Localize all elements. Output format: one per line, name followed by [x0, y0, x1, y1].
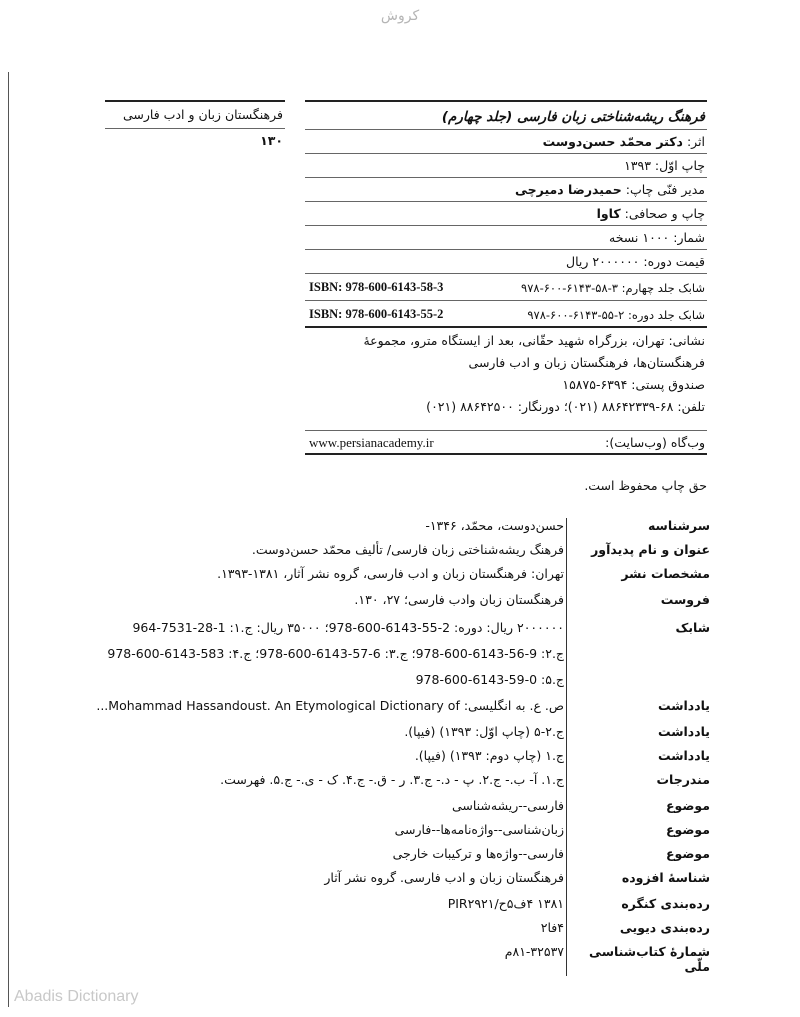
catalog-value: ج.۱. آ- ب.- ج.۲. پ - د.- ج.۳. ر - ق.- ج.۴. ک - ی.- ج.۵. فهرست. [220, 772, 564, 787]
catalog-label: شناسهٔ افزوده [621, 870, 710, 885]
catalog-label: عنوان و نام پدیدآور [591, 542, 710, 557]
catalog-label: یادداشت [657, 698, 710, 713]
catalog-label: مشخصات نشر [621, 566, 710, 581]
catalog-row [100, 772, 710, 796]
catalog-label: رده‌بندی کنگره [621, 896, 710, 911]
cataloguing-table [96, 516, 710, 976]
catalog-value: ۱۳۸۱ ۴ف۵ح/PIR۲۹۲۱ [447, 896, 564, 911]
tech-manager-label: مدیر فنّی چاپ: [625, 182, 705, 197]
catalog-row [100, 592, 710, 616]
catalog-value: حسن‌دوست، محمّد، ۱۳۴۶- [425, 518, 564, 533]
catalog-label: مندرجات [656, 772, 710, 787]
catalog-row [100, 646, 710, 670]
catalog-value: ج.۱ (چاپ دوم: ۱۳۹۳) (فیپا). [414, 748, 564, 763]
author-label: اثر: [686, 134, 705, 149]
isbn-set-fa: شابک جلد دوره: ۲-۵۵-۶۱۴۳-۶۰۰-۹۷۸ [527, 308, 705, 322]
catalog-value: ۸۱-۳۲۵۳۷م [504, 944, 564, 959]
series-number: ۱۳۰ [260, 133, 283, 148]
catalog-value: فرهنگ ریشه‌شناختی زبان فارسی/ تألیف محمّد حسن‌دوست. [251, 542, 564, 557]
catalog-row [100, 542, 710, 566]
watermark-bottom: Abadis Dictionary [14, 988, 139, 1005]
catalog-row [100, 672, 710, 696]
catalog-row [100, 870, 710, 894]
website-url: www.persianacademy.ir [309, 435, 434, 450]
catalog-label: سرشناسه [647, 518, 710, 533]
catalog-label: موضوع [665, 798, 710, 813]
catalog-label: رده‌بندی دیویی [619, 920, 710, 935]
edition-row [305, 154, 707, 178]
edition-label: چاپ اوّل: [654, 158, 705, 173]
catalog-row [100, 896, 710, 920]
catalog-row [100, 846, 710, 870]
catalog-value: ۴فا۲ [540, 920, 564, 935]
author-row [305, 130, 707, 154]
catalog-value: فارسی--واژه‌ها و ترکیبات خارجی [392, 846, 564, 861]
catalog-row [100, 566, 710, 590]
catalog-row [100, 798, 710, 822]
catalog-value: ۲۰۰۰۰۰۰ ریال: دوره: 2-55-6143-600-978؛ ۳۵۰۰۰ ریال: ج.۱: 1-28-7531-964 [132, 620, 564, 635]
tech-manager-name: حمیدرضا دمیرچی [515, 182, 622, 197]
catalog-value: فرهنگستان زبان وادب فارسی؛ ۲۷، ۱۳۰. [354, 592, 564, 607]
copies-label: شمار: [673, 230, 705, 245]
series-box [105, 100, 285, 153]
address-label: نشانی: [668, 333, 705, 348]
catalog-label: یادداشت [657, 748, 710, 763]
catalog-row [100, 620, 710, 644]
page-edge-line [8, 72, 9, 1007]
watermark-top: کروش [380, 8, 420, 24]
pobox: صندوق پستی: ۶۳۹۴-۱۵۸۷۵ [562, 377, 705, 392]
isbn-volume4-row [305, 274, 707, 301]
author-name: دکتر محمّد حسن‌دوست [542, 134, 683, 149]
copyright-notice: حق چاپ محفوظ است. [584, 478, 707, 493]
website-row [305, 431, 707, 455]
catalog-row [100, 944, 710, 974]
printer-name: کاوا [596, 206, 621, 221]
catalog-label: شمارهٔ کتاب‌شناسی ملّی [589, 944, 710, 974]
catalog-label: موضوع [665, 846, 710, 861]
catalog-row [96, 698, 710, 722]
catalog-value: فرهنگستان زبان و ادب فارسی. گروه نشر آثار [324, 870, 564, 885]
printer-label: چاپ و صحافی: [624, 206, 705, 221]
catalog-label: فروست [660, 592, 710, 607]
series-name: فرهنگستان زبان و ادب فارسی [105, 100, 285, 129]
isbn-set-en: ISBN: 978-600-6143-55-2 [309, 307, 444, 321]
catalog-value: زبان‌شناسی--واژه‌نامه‌ها--فارسی [394, 822, 564, 837]
address-block [305, 328, 707, 431]
catalog-label: شابک [675, 620, 710, 635]
printer-row [305, 202, 707, 226]
catalog-row [100, 920, 710, 944]
catalog-value: تهران: فرهنگستان زبان و ادب فارسی، گروه نشر آثار، ۱۳۸۱-۱۳۹۳. [217, 566, 564, 581]
phone-fax: تلفن: ۶۸-۸۸۶۴۲۳۳۹ (۰۲۱)؛ دورنگار: ۸۸۶۴۲۵۰۰ (۰۲۱) [426, 399, 705, 414]
catalog-row [100, 724, 710, 748]
catalog-row [100, 822, 710, 846]
catalog-row [100, 748, 710, 772]
tech-manager-row [305, 178, 707, 202]
price-label: قیمت دوره: [643, 254, 705, 269]
isbn-set-row [305, 301, 707, 328]
address-text [307, 330, 705, 374]
website-label: وب‌گاه (وب‌سایت): [605, 435, 705, 450]
catalog-label: یادداشت [657, 724, 710, 739]
price-value: ۲۰۰۰۰۰۰ ریال [566, 254, 640, 269]
catalog-value: ج.۵: 0-59-6143-600-978 [415, 672, 564, 687]
edition-year: ۱۳۹۳ [624, 158, 651, 173]
catalog-value: ج.۲-۵ (چاپ اوّل: ۱۳۹۳) (فیپا). [404, 724, 564, 739]
copies-row [305, 226, 707, 250]
book-title-row [305, 100, 707, 130]
isbn-volume4-en: ISBN: 978-600-6143-58-3 [309, 280, 444, 294]
catalog-value: فارسی--ریشه‌شناسی [451, 798, 564, 813]
book-info-box [305, 100, 707, 455]
copies-value: ۱۰۰۰ نسخه [609, 230, 670, 245]
catalog-label: موضوع [665, 822, 710, 837]
book-title: فرهنگ ریشه‌شناختی زبان فارسی (جلد چهارم) [441, 109, 705, 125]
catalog-value: ص. ع. به انگلیسی: Mohammad Hassandoust. An Etymological Dictionary of... [96, 698, 564, 713]
catalog-row [100, 518, 710, 542]
catalog-value: ج.۲: 9-56-6143-600-978؛ ج.۳: 6-57-6143-600-978؛ ج.۴: 583-6143-600-978 [107, 646, 564, 661]
address-value: تهران، بزرگراه شهید حقّانی، بعد از ایستگاه مترو، مجموعهٔ فرهنگستان‌ها، فرهنگستان زبان و ادب فارسی [363, 333, 705, 370]
price-row [305, 250, 707, 274]
isbn-volume4-fa: شابک جلد چهارم: ۳-۵۸-۶۱۴۳-۶۰۰-۹۷۸ [521, 281, 705, 295]
